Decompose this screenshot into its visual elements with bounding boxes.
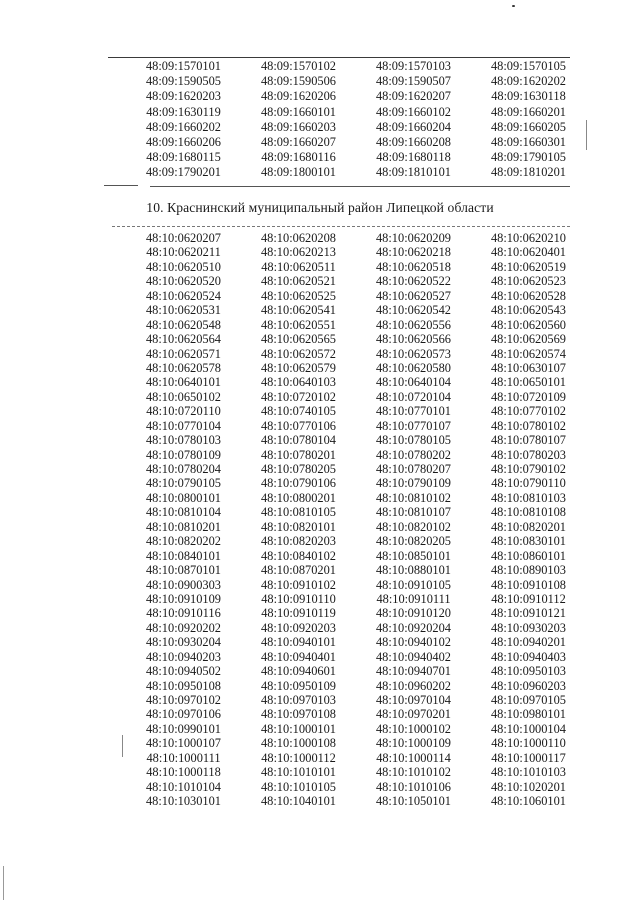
cadastral-number-cell: 48:10:0650101 [490, 375, 567, 390]
table-row [126, 448, 586, 462]
table-row [126, 375, 586, 389]
table-row [126, 318, 586, 332]
table-row [126, 592, 586, 606]
table-row [126, 650, 586, 664]
cadastral-number-cell: 48:09:1660301 [490, 134, 567, 149]
cadastral-number-cell: 48:10:0620528 [490, 288, 567, 303]
cadastral-number-cell: 48:10:0940402 [375, 649, 452, 664]
cadastral-number-cell: 48:10:0650102 [145, 389, 222, 404]
table-row [126, 289, 586, 303]
table-row [126, 693, 586, 707]
cadastral-number-cell: 48:09:1660206 [145, 134, 222, 149]
table-row [126, 578, 586, 592]
cadastral-number-cell: 48:10:0940401 [260, 649, 337, 664]
cadastral-number-cell: 48:10:1000108 [260, 736, 337, 751]
cadastral-number-cell: 48:10:0770101 [375, 404, 452, 419]
table-bottom-rule [150, 186, 570, 187]
cadastral-number-cell: 48:10:1000111 [146, 750, 221, 765]
cadastral-number-cell: 48:10:1060101 [490, 794, 567, 809]
cadastral-number-cell: 48:10:1040101 [260, 794, 337, 809]
cadastral-number-cell: 48:10:0620520 [145, 274, 222, 289]
table-row [126, 303, 586, 317]
table-row [126, 150, 586, 165]
cadastral-number-cell: 48:10:0620543 [490, 303, 567, 318]
cadastral-number-cell: 48:10:0970105 [490, 693, 567, 707]
cadastral-number-cell: 48:10:0770104 [145, 418, 222, 433]
cadastral-number-cell: 48:10:0720109 [490, 389, 567, 404]
table-row [126, 332, 586, 346]
cadastral-number-cell: 48:10:0620210 [490, 231, 567, 245]
cadastral-number-cell: 48:10:0980101 [490, 707, 567, 722]
table-row [126, 765, 586, 779]
table-bottom-rule [104, 185, 138, 186]
table-row [126, 260, 586, 274]
cadastral-number-cell: 48:10:0780201 [260, 447, 337, 462]
cadastral-number-cell: 48:10:0620564 [145, 332, 222, 347]
cadastral-number-cell: 48:10:0620209 [375, 231, 452, 245]
cadastral-number-cell: 48:10:0790110 [491, 476, 566, 491]
cadastral-number-cell: 48:10:0910110 [261, 591, 336, 606]
cadastral-number-cell: 48:10:0620511 [261, 259, 336, 274]
cadastral-number-cell: 48:10:1020201 [490, 779, 567, 794]
cadastral-number-cell: 48:10:0630107 [490, 360, 567, 375]
cadastral-number-cell: 48:10:0970201 [375, 707, 452, 722]
cadastral-number-cell: 48:10:1000112 [261, 750, 336, 765]
cadastral-number-cell: 48:10:1000114 [376, 750, 451, 765]
cadastral-number-cell: 48:09:1620206 [260, 89, 337, 104]
cadastral-number-cell: 48:10:0620569 [490, 332, 567, 347]
cadastral-number-cell: 48:10:0960202 [375, 678, 452, 693]
cadastral-number-cell: 48:10:0620208 [260, 231, 337, 245]
cadastral-number-cell: 48:10:0810104 [145, 505, 222, 520]
cadastral-number-cell: 48:10:0810201 [145, 519, 222, 534]
cadastral-number-cell: 48:10:0910119 [261, 606, 336, 621]
cadastral-number-cell: 48:10:0780104 [260, 433, 337, 448]
cadastral-number-cell: 48:10:0780207 [375, 462, 452, 476]
cadastral-number-cell: 48:10:0840102 [260, 548, 337, 563]
cadastral-number-cell: 48:10:0820205 [375, 534, 452, 549]
table-row [126, 274, 586, 288]
table-row [126, 635, 586, 649]
cadastral-number-cell: 48:09:1790105 [490, 150, 567, 165]
cadastral-number-cell: 48:10:0620541 [260, 303, 337, 318]
cadastral-number-cell: 48:10:0620578 [145, 360, 222, 375]
cadastral-number-cell: 48:09:1660205 [490, 119, 567, 134]
table-row [126, 549, 586, 563]
cadastral-number-cell: 48:09:1810201 [490, 165, 567, 180]
cadastral-number-cell: 48:09:1570103 [375, 59, 452, 73]
cadastral-number-cell: 48:10:0620218 [375, 245, 452, 260]
cadastral-number-cell: 48:10:0770102 [490, 404, 567, 419]
table-row [126, 433, 586, 447]
table-row [126, 361, 586, 375]
cadastral-number-cell: 48:10:0820203 [260, 534, 337, 549]
cadastral-number-cell: 48:10:0780203 [490, 447, 567, 462]
table-row [126, 89, 586, 104]
cadastral-number-cell: 48:10:0640101 [145, 375, 222, 390]
table-row [126, 74, 586, 89]
cadastral-number-cell: 48:10:0910105 [375, 577, 452, 592]
cadastral-number-cell: 48:10:0620211 [146, 245, 221, 260]
table-top-rule [108, 57, 570, 58]
cadastral-number-cell: 48:10:0780202 [375, 447, 452, 462]
cadastral-number-cell: 48:10:0810108 [490, 505, 567, 520]
cadastral-number-cell: 48:10:0940102 [375, 635, 452, 650]
cadastral-number-cell: 48:10:0910111 [376, 591, 451, 606]
section-heading: 10. Краснинский муниципальный район Липецкой области [146, 200, 494, 215]
table-row [126, 563, 586, 577]
cadastral-number-cell: 48:10:0620566 [375, 332, 452, 347]
cadastral-number-cell: 48:10:0920202 [145, 620, 222, 635]
cadastral-number-cell: 48:10:0780105 [375, 433, 452, 448]
table-row [126, 505, 586, 519]
cadastral-number-cell: 48:09:1570102 [260, 59, 337, 73]
table-row [126, 621, 586, 635]
cadastral-number-cell: 48:10:0640104 [375, 375, 452, 390]
cadastral-number-cell: 48:09:1660202 [145, 119, 222, 134]
cadastral-number-cell: 48:10:0950109 [260, 678, 337, 693]
table-row [126, 245, 586, 259]
table-row [126, 462, 586, 476]
table-row [126, 419, 586, 433]
cadastral-number-cell: 48:10:0790105 [145, 476, 222, 491]
cadastral-number-cell: 48:10:1010104 [145, 779, 222, 794]
cadastral-number-cell: 48:10:0620213 [260, 245, 337, 260]
cadastral-number-cell: 48:09:1680118 [376, 150, 451, 165]
cadastral-number-cell: 48:10:0910109 [145, 591, 222, 606]
cadastral-number-cell: 48:09:1660207 [260, 134, 337, 149]
scan-margin-mark [122, 735, 123, 757]
cadastral-number-cell: 48:10:0620519 [490, 259, 567, 274]
cadastral-number-cell: 48:10:0620579 [260, 360, 337, 375]
cadastral-number-cell: 48:10:0790106 [260, 476, 337, 491]
table-row [126, 780, 586, 794]
cadastral-number-cell: 48:10:0790102 [490, 462, 567, 476]
cadastral-number-cell: 48:10:0640103 [260, 375, 337, 390]
cadastral-number-cell: 48:09:1660102 [375, 104, 452, 119]
cadastral-number-cell: 48:10:0940502 [145, 664, 222, 679]
table-row [126, 751, 586, 765]
cadastral-number-cell: 48:09:1660101 [260, 104, 337, 119]
cadastral-number-cell: 48:10:0890103 [490, 563, 567, 578]
cadastral-number-cell: 48:10:0950103 [490, 664, 567, 679]
cadastral-number-cell: 48:09:1810101 [375, 165, 452, 180]
cadastral-number-cell: 48:10:0800201 [260, 490, 337, 505]
cadastral-number-cell: 48:09:1620207 [375, 89, 452, 104]
cadastral-number-cell: 48:10:0620521 [260, 274, 337, 289]
table-row [126, 390, 586, 404]
cadastral-number-cell: 48:10:0820102 [375, 519, 452, 534]
cadastral-number-cell: 48:10:0620574 [490, 346, 567, 361]
cadastral-number-cell: 48:09:1590506 [260, 74, 337, 89]
cadastral-number-cell: 48:09:1680116 [261, 150, 336, 165]
cadastral-number-cell: 48:10:0910102 [260, 577, 337, 592]
cadastral-number-cell: 48:09:1590505 [145, 74, 222, 89]
table-row [126, 404, 586, 418]
cadastral-number-cell: 48:10:0820101 [260, 519, 337, 534]
cadastral-number-cell: 48:10:0910121 [490, 606, 567, 621]
cadastral-number-cell: 48:10:1050101 [375, 794, 452, 809]
cadastral-number-cell: 48:10:1000104 [490, 721, 567, 736]
cadastral-number-cell: 48:10:1000110 [491, 736, 566, 751]
cadastral-number-cell: 48:10:0620551 [260, 317, 337, 332]
cadastral-number-cell: 48:10:0720110 [146, 404, 221, 419]
cadastral-number-cell: 48:10:0860101 [490, 548, 567, 563]
cadastral-number-cell: 48:10:0800101 [145, 490, 222, 505]
cadastral-number-cell: 48:10:0620207 [145, 231, 222, 245]
table-row [126, 105, 586, 120]
cadastral-number-cell: 48:10:0620518 [375, 259, 452, 274]
cadastral-number-cell: 48:10:0620524 [145, 288, 222, 303]
cadastral-number-cell: 48:09:1630119 [146, 104, 221, 119]
cadastral-number-cell: 48:10:0910116 [146, 606, 221, 621]
cadastral-number-cell: 48:10:0620548 [145, 317, 222, 332]
cadastral-number-cell: 48:09:1790201 [145, 165, 222, 180]
table-row [126, 722, 586, 736]
cadastral-number-cell: 48:10:1000109 [375, 736, 452, 751]
cadastral-number-cell: 48:10:0620565 [260, 332, 337, 347]
cadastral-number-cell: 48:10:0930203 [490, 620, 567, 635]
scan-margin-mark [3, 866, 4, 900]
cadastral-number-cell: 48:10:0810102 [375, 490, 452, 505]
cadastral-number-cell: 48:10:0910108 [490, 577, 567, 592]
cadastral-number-cell: 48:10:0920204 [375, 620, 452, 635]
scan-speck [512, 5, 515, 7]
cadastral-number-cell: 48:10:0880101 [375, 563, 452, 578]
table-row [126, 59, 586, 74]
cadastral-number-cell: 48:10:1010106 [375, 779, 452, 794]
cadastral-number-cell: 48:10:0810105 [260, 505, 337, 520]
cadastral-number-cell: 48:09:1660208 [375, 134, 452, 149]
table-row [126, 679, 586, 693]
cadastral-number-cell: 48:10:0910112 [491, 591, 566, 606]
cadastral-number-cell: 48:10:0620571 [145, 346, 222, 361]
cadastral-number-cell: 48:09:1620202 [490, 74, 567, 89]
section-rule [112, 226, 570, 227]
cadastral-number-cell: 48:10:0920203 [260, 620, 337, 635]
cadastral-table-region-9 [126, 59, 586, 181]
cadastral-number-cell: 48:10:1010103 [490, 765, 567, 780]
cadastral-number-cell: 48:10:0940701 [375, 664, 452, 679]
cadastral-number-cell: 48:10:0780204 [145, 462, 222, 476]
cadastral-number-cell: 48:10:0740105 [260, 404, 337, 419]
table-row [126, 707, 586, 721]
cadastral-number-cell: 48:09:1660203 [260, 119, 337, 134]
cadastral-number-cell: 48:10:0950108 [145, 678, 222, 693]
cadastral-number-cell: 48:10:1000118 [146, 765, 221, 780]
cadastral-number-cell: 48:09:1800101 [260, 165, 337, 180]
cadastral-number-cell: 48:10:1030101 [145, 794, 222, 809]
cadastral-number-cell: 48:10:0960203 [490, 678, 567, 693]
cadastral-number-cell: 48:10:0620523 [490, 274, 567, 289]
cadastral-number-cell: 48:10:0820202 [145, 534, 222, 549]
cadastral-number-cell: 48:10:0620573 [375, 346, 452, 361]
cadastral-number-cell: 48:10:0780102 [490, 418, 567, 433]
cadastral-number-cell: 48:09:1570105 [490, 59, 567, 73]
cadastral-number-cell: 48:10:0780107 [490, 433, 567, 448]
table-row [126, 135, 586, 150]
cadastral-number-cell: 48:09:1570101 [145, 59, 222, 73]
cadastral-number-cell: 48:10:0720104 [375, 389, 452, 404]
cadastral-number-cell: 48:10:1010102 [375, 765, 452, 780]
cadastral-number-cell: 48:10:1000117 [491, 750, 566, 765]
cadastral-number-cell: 48:10:1000102 [375, 721, 452, 736]
table-row [126, 347, 586, 361]
table-row [126, 231, 586, 245]
cadastral-number-cell: 48:10:0970103 [260, 693, 337, 707]
cadastral-number-cell: 48:10:0970106 [145, 707, 222, 722]
cadastral-number-cell: 48:09:1680115 [146, 150, 221, 165]
cadastral-number-cell: 48:10:0720102 [260, 389, 337, 404]
cadastral-number-cell: 48:10:0620525 [260, 288, 337, 303]
cadastral-number-cell: 48:10:0620556 [375, 317, 452, 332]
cadastral-number-cell: 48:10:0870101 [145, 563, 222, 578]
cadastral-number-cell: 48:10:0930204 [145, 635, 222, 650]
scan-margin-mark [586, 120, 587, 150]
cadastral-number-cell: 48:10:0940403 [490, 649, 567, 664]
cadastral-number-cell: 48:10:0940101 [260, 635, 337, 650]
cadastral-number-cell: 48:09:1620203 [145, 89, 222, 104]
cadastral-number-cell: 48:09:1630118 [491, 89, 566, 104]
table-row [126, 491, 586, 505]
cadastral-number-cell: 48:10:0910120 [375, 606, 452, 621]
cadastral-number-cell: 48:10:0620510 [145, 259, 222, 274]
table-row [126, 794, 586, 808]
cadastral-number-cell: 48:10:0620522 [375, 274, 452, 289]
cadastral-number-cell: 48:09:1660204 [375, 119, 452, 134]
table-row [126, 520, 586, 534]
cadastral-number-cell: 48:10:0810103 [490, 490, 567, 505]
cadastral-number-cell: 48:10:0870201 [260, 563, 337, 578]
cadastral-number-cell: 48:10:0620531 [145, 303, 222, 318]
cadastral-number-cell: 48:10:0780103 [145, 433, 222, 448]
cadastral-number-cell: 48:10:0620542 [375, 303, 452, 318]
table-row [126, 476, 586, 490]
cadastral-number-cell: 48:10:0810107 [375, 505, 452, 520]
cadastral-number-cell: 48:10:0970108 [260, 707, 337, 722]
cadastral-number-cell: 48:10:1000101 [260, 721, 337, 736]
cadastral-number-cell: 48:10:0770107 [375, 418, 452, 433]
cadastral-number-cell: 48:10:0780205 [260, 462, 337, 476]
table-row [126, 120, 586, 135]
cadastral-number-cell: 48:10:0990101 [145, 721, 222, 736]
cadastral-number-cell: 48:10:1010101 [260, 765, 337, 780]
cadastral-number-cell: 48:10:0780109 [145, 447, 222, 462]
cadastral-number-cell: 48:10:0900303 [145, 577, 222, 592]
table-row [126, 664, 586, 678]
cadastral-number-cell: 48:10:0830101 [490, 534, 567, 549]
table-row [126, 165, 586, 180]
table-row [126, 534, 586, 548]
cadastral-number-cell: 48:10:0970104 [375, 693, 452, 707]
cadastral-number-cell: 48:10:0620560 [490, 317, 567, 332]
cadastral-number-cell: 48:10:1010105 [260, 779, 337, 794]
cadastral-number-cell: 48:10:0620572 [260, 346, 337, 361]
cadastral-number-cell: 48:10:0940201 [490, 635, 567, 650]
cadastral-number-cell: 48:10:0940203 [145, 649, 222, 664]
cadastral-number-cell: 48:10:0940601 [260, 664, 337, 679]
cadastral-number-cell: 48:10:0620580 [375, 360, 452, 375]
cadastral-number-cell: 48:10:1000107 [145, 736, 222, 751]
cadastral-table-region-10 [126, 231, 586, 809]
cadastral-number-cell: 48:10:0620401 [490, 245, 567, 260]
cadastral-number-cell: 48:10:0840101 [145, 548, 222, 563]
cadastral-number-cell: 48:09:1590507 [375, 74, 452, 89]
cadastral-number-cell: 48:10:0850101 [375, 548, 452, 563]
cadastral-number-cell: 48:10:0790109 [375, 476, 452, 491]
table-row [126, 606, 586, 620]
table-row [126, 736, 586, 750]
cadastral-number-cell: 48:09:1660201 [490, 104, 567, 119]
cadastral-number-cell: 48:10:0620527 [375, 288, 452, 303]
cadastral-number-cell: 48:10:0820201 [490, 519, 567, 534]
cadastral-number-cell: 48:10:0970102 [145, 693, 222, 707]
cadastral-number-cell: 48:10:0770106 [260, 418, 337, 433]
